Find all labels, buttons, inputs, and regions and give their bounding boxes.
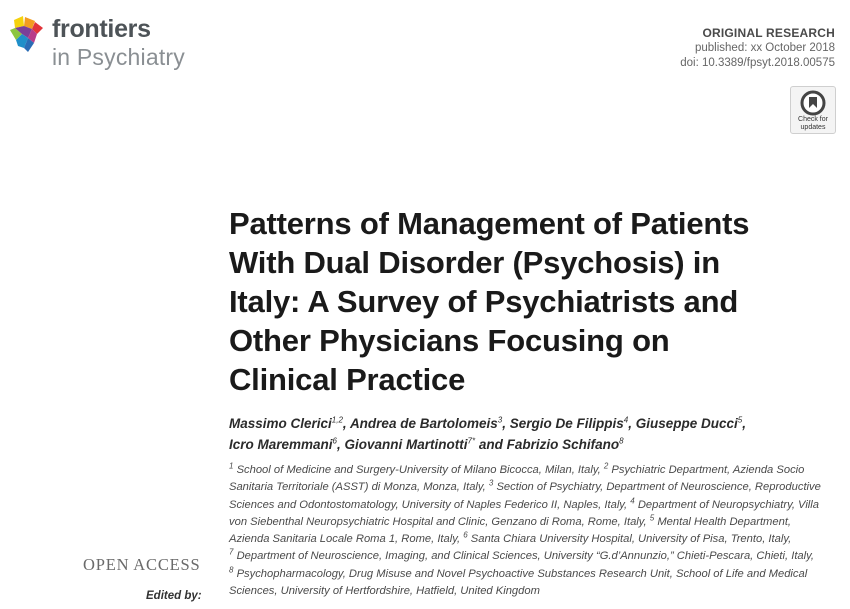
check-for-updates-label-1: Check for	[798, 116, 828, 123]
affil-text: Department of Neuropsychiatry, Villa von Siebenthal Neuropsychiatric Hospital and Clinic, Genzano di Roma, Rome, Italy,	[229, 498, 819, 528]
check-for-updates-badge[interactable]	[790, 86, 836, 134]
affil-sup: 5	[649, 513, 655, 523]
article-title	[229, 204, 834, 399]
author-name[interactable]: Sergio De Filippis	[509, 416, 624, 431]
article-meta	[680, 26, 835, 71]
author-affil-sup: 7*	[467, 436, 476, 446]
published-date: published: xx October 2018	[694, 42, 835, 54]
doi-link[interactable]: doi: 10.3389/fpsyt.2018.00575	[680, 57, 835, 69]
journal-brand: frontiers	[52, 15, 151, 43]
affil-sup: 7	[229, 547, 234, 557]
frontiers-logo-icon	[10, 16, 44, 54]
author-affil-sup: 1,2	[331, 415, 343, 425]
author-affil-sup: 8	[619, 436, 624, 446]
author-name[interactable]: Andrea de Bartolomeis	[349, 416, 498, 431]
affil-text: Psychiatric Department, Azienda Socio Sanitaria Territoriale (ASST) di Monza, Monza, Italy,	[229, 464, 805, 494]
check-for-updates-label-2: updates	[800, 124, 826, 131]
affil-text: Mental Health Department, Azienda Sanitaria Locale Roma 1, Rome, Italy,	[229, 515, 792, 546]
author-name[interactable]: Massimo Clerici	[229, 416, 332, 431]
affil-text: Section of Psychiatry, Department of Neuroscience, Reproductive Sciences and Odontostomatology, University of Naples Federico II, Naples, Italy,	[229, 481, 821, 511]
affil-sup: 6	[463, 530, 468, 540]
author-list	[229, 413, 829, 455]
author-separator: ,	[502, 416, 510, 431]
author-affil-sup: 5	[737, 415, 743, 425]
affil-text: School of Medicine and Surgery-University of Milano Bicocca, Milan, Italy,	[236, 464, 604, 476]
title-line: With Dual Disorder (Psychosis) in	[229, 245, 720, 280]
affil-sup: 8	[229, 565, 234, 575]
check-for-updates-icon	[800, 90, 826, 116]
journal-logo[interactable]	[10, 14, 190, 74]
author-affil-sup: 4	[623, 415, 629, 425]
title-line: Italy: A Survey of Psychiatrists and	[229, 284, 739, 319]
affil-sup: 4	[630, 495, 635, 505]
affil-sup: 3	[488, 478, 494, 488]
author-name[interactable]: Icro Maremmani	[229, 437, 333, 452]
author-separator: ,	[337, 437, 345, 452]
author-affil-sup: 6	[332, 436, 337, 446]
author-separator: ,	[342, 416, 350, 431]
affil-text: Psychopharmacology, Drug Misuse and Novel Psychoactive Substances Research Unit, School of Life and Medical Sciences, University of Hertfordshire, Hatfield, United Kingdom	[229, 567, 808, 598]
journal-subtitle: in Psychiatry	[52, 44, 185, 70]
author-affil-sup: 3	[497, 415, 503, 425]
affiliations	[229, 462, 834, 600]
affil-text: Department of Neuroscience, Imaging, and Clinical Sciences, University “G.d’Annunzio,” Chieti-Pescara, Chieti, Italy,	[236, 550, 815, 563]
affil-sup: 2	[603, 461, 609, 471]
author-separator: and	[475, 437, 507, 452]
author-separator: ,	[742, 416, 746, 431]
title-line: Other Physicians Focusing on	[229, 323, 670, 358]
title-line: Clinical Practice	[229, 362, 466, 397]
affil-sup: 1	[229, 461, 234, 471]
author-name[interactable]: Giuseppe Ducci	[635, 416, 738, 431]
affil-text: Santa Chiara University Hospital, University of Pisa, Trento, Italy,	[470, 533, 792, 546]
author-separator: ,	[628, 416, 636, 431]
author-name[interactable]: Giovanni Martinotti	[344, 437, 468, 452]
article-type: ORIGINAL RESEARCH	[702, 26, 835, 40]
open-access-label: OPEN ACCESS	[83, 555, 201, 574]
edited-by-label: Edited by:	[146, 590, 202, 602]
author-name[interactable]: Fabrizio Schifano	[506, 437, 620, 452]
title-line: Patterns of Management of Patients	[229, 206, 750, 241]
